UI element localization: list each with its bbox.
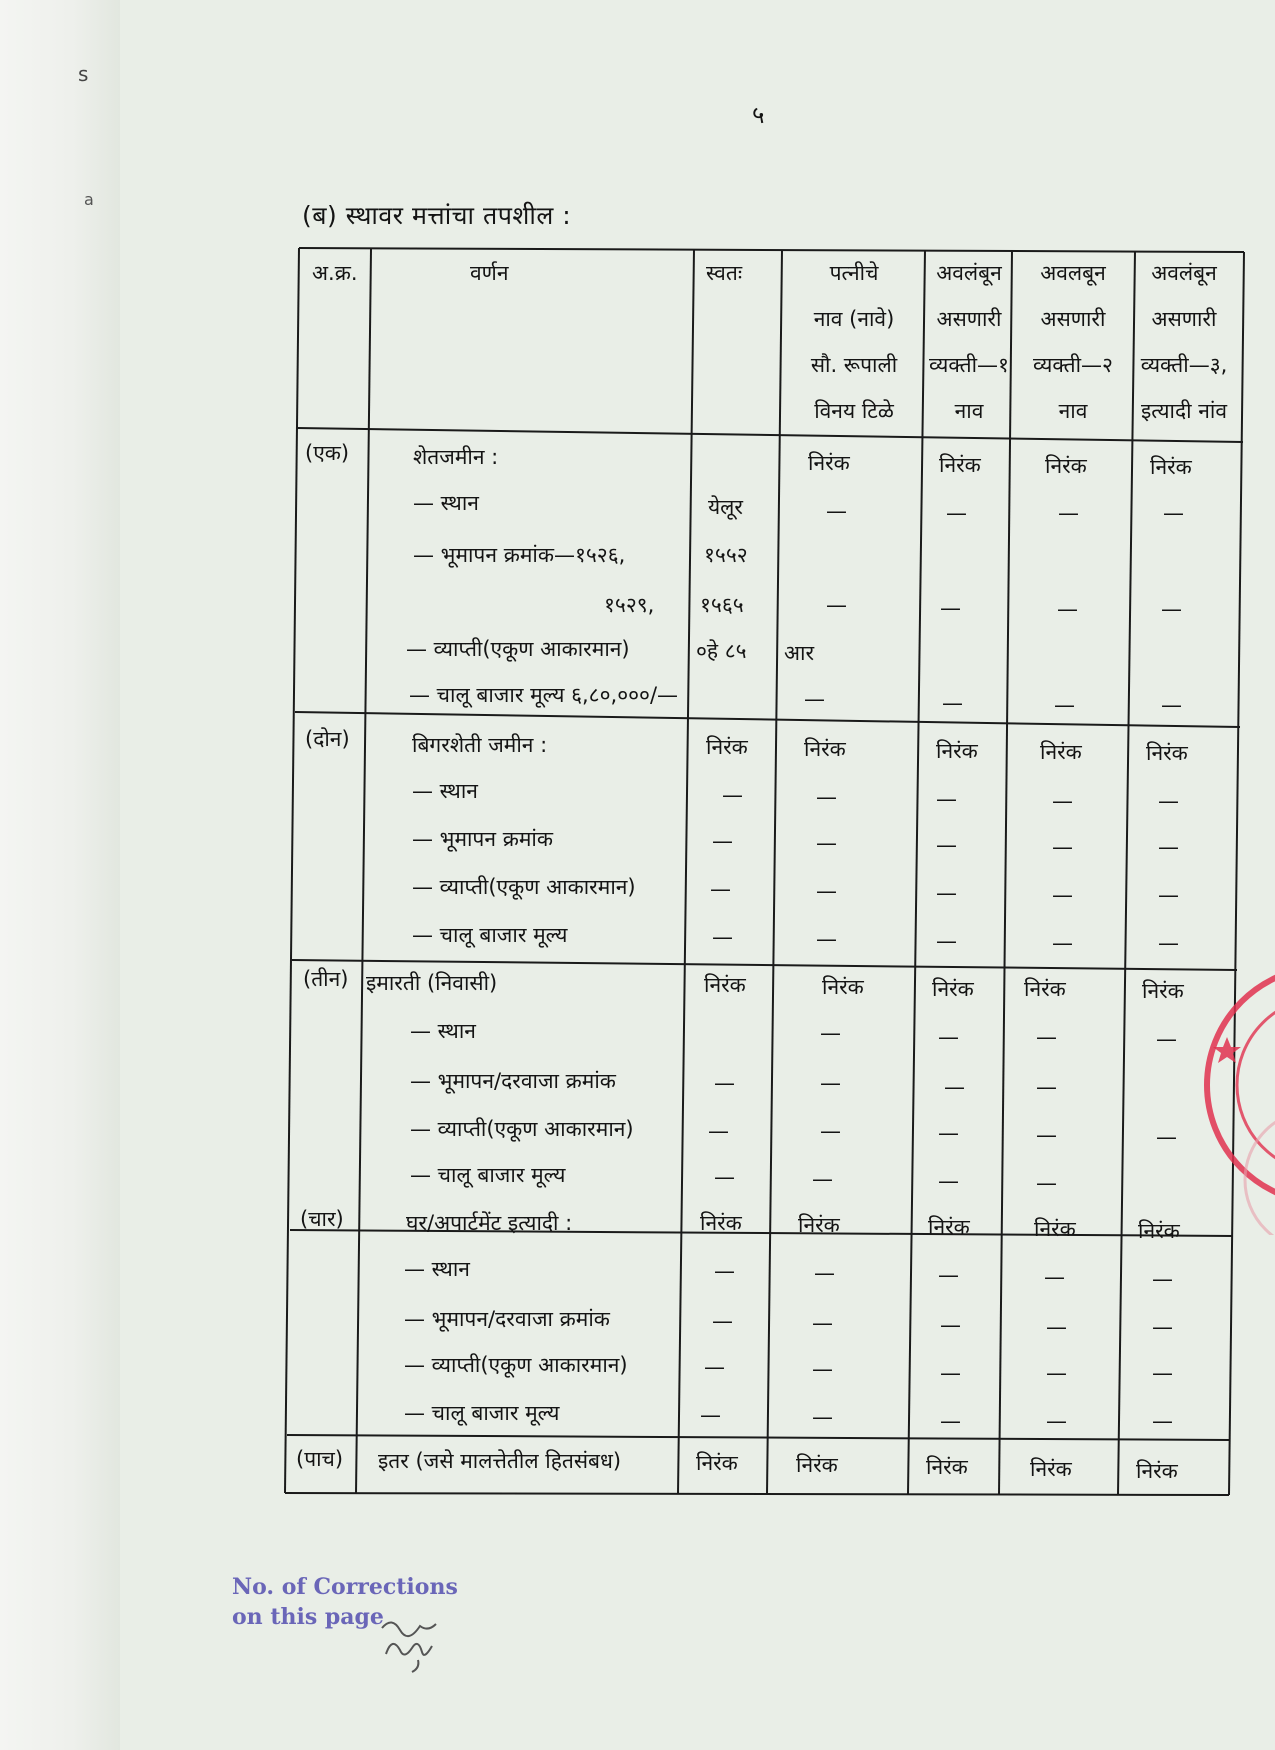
cell-dependent-3: — [1152,1315,1173,1339]
row-description: — स्थान [413,491,479,515]
header-self: स्वतः [706,261,743,285]
cell-spouse: — [816,785,837,809]
row-description: — चालू बाजार मूल्य ६,८०,०००/— [409,683,679,707]
cell-self: — [714,1259,735,1283]
cell-dependent-1: — [936,881,957,905]
cell-spouse: — [826,593,847,617]
cell-self: निरंक [706,735,748,759]
cell-spouse: निरंक [796,1453,838,1477]
row-description: — व्याप्ती(एकूण आकारमान) [410,1117,634,1141]
cell-dependent-3: — [1161,693,1182,717]
cell-spouse: — [820,1071,841,1095]
cell-self: — [700,1403,721,1427]
official-stamp [1195,965,1275,1235]
cell-self: निरंक [700,1211,742,1235]
cell-dependent-3: — [1152,1267,1173,1291]
cell-dependent-3: — [1161,597,1182,621]
row-description: — स्थान [410,1019,476,1043]
row-description: — व्याप्ती(एकूण आकारमान) [404,1353,628,1377]
row-description: शेतजमीन : [413,445,499,469]
cell-spouse: — [820,1119,841,1143]
cell-dependent-2: — [1054,693,1075,717]
cell-dependent-2: — [1036,1075,1057,1099]
cell-self: — [704,1355,725,1379]
cell-dependent-1: — [942,691,963,715]
cell-dependent-3: निरंक [1142,979,1184,1003]
row-description: घर/अपार्टमेंट इत्यादी : [406,1211,573,1235]
cell-self: — [722,783,743,807]
cell-spouse: — [812,1167,833,1191]
cell-dependent-3: — [1158,789,1179,813]
row-description: — स्थान [404,1257,470,1281]
section-title: (ब) स्थावर मत्तांचा तपशील : [302,201,572,230]
cell-dependent-2: — [1044,1265,1065,1289]
section-number: (दोन) [305,727,350,751]
cell-dependent-1: निरंक [932,977,974,1001]
row-description: — स्थान [412,779,478,803]
cell-dependent-3: — [1152,1409,1173,1433]
cell-dependent-1: — [938,1121,959,1145]
cell-self: — [714,1165,735,1189]
cell-spouse: — [816,879,837,903]
cell-dependent-2: — [1046,1409,1067,1433]
cell-self: — [712,1309,733,1333]
cell-spouse: — [812,1311,833,1335]
cell-dependent-2: निरंक [1034,1217,1076,1241]
cell-dependent-1: — [938,1025,959,1049]
cell-dependent-2: — [1052,835,1073,859]
cell-dependent-3: — [1158,835,1179,859]
cell-dependent-3: — [1156,1125,1177,1149]
cell-spouse: — [816,831,837,855]
cell-dependent-1: — [940,1361,961,1385]
cell-spouse: निरंक [804,737,846,761]
row-description: — व्याप्ती(एकूण आकारमान) [406,637,630,661]
cell-dependent-2: — [1036,1025,1057,1049]
cell-dependent-3: — [1163,501,1184,525]
cell-dependent-1: — [936,929,957,953]
cell-dependent-2: — [1057,597,1078,621]
cell-dependent-3: — [1156,1027,1177,1051]
cell-dependent-3: — [1158,883,1179,907]
corrections-line-2: on this page [232,1604,384,1630]
cell-dependent-2: — [1046,1315,1067,1339]
corrections-line-1: No. of Corrections [232,1574,458,1600]
cell-dependent-3: निरंक [1146,741,1188,765]
cell-spouse: — [804,687,825,711]
cell-spouse: निरंक [822,975,864,999]
header-dependent-3: अवलंबून असणारी व्यक्ती—३, इत्यादी नांव [1140,261,1228,423]
left-page-edge [0,0,120,1750]
header-spouse: पत्नीचे नाव (नावे) सौ. रूपाली विनय टिळे [810,261,898,423]
cell-dependent-3: — [1158,931,1179,955]
cell-dependent-1: — [940,1313,961,1337]
header-sr: अ.क्र. [312,261,358,285]
header-dependent-1: अवलंबून असणारी व्यक्ती—१ नाव [929,261,1009,423]
cell-dependent-1: — [938,1263,959,1287]
cell-dependent-1: — [936,833,957,857]
cell-dependent-3: — [1152,1361,1173,1385]
cell-self: ०हे ८५ [696,639,747,663]
cell-self: १५६५ [700,593,744,617]
cell-spouse: — [814,1261,835,1285]
edge-mark: a [84,190,94,209]
cell-dependent-2: निरंक [1024,977,1066,1001]
row-description: — भूमापन/दरवाजा क्रमांक [410,1069,616,1093]
cell-dependent-2: — [1052,789,1073,813]
cell-dependent-3: निरंक [1136,1459,1178,1483]
header-description: वर्णन [470,261,509,285]
cell-dependent-2: — [1052,931,1073,955]
cell-spouse: — [812,1357,833,1381]
row-description: — चालू बाजार मूल्य [412,923,568,947]
cell-dependent-1: निरंक [939,453,981,477]
cell-dependent-2: निरंक [1045,454,1087,478]
row-description: — व्याप्ती(एकूण आकारमान) [412,875,636,899]
page-number: ५ [752,101,765,129]
cell-self: निरंक [704,973,746,997]
section-number: (एक) [305,441,350,465]
cell-dependent-2: निरंक [1040,740,1082,764]
cell-dependent-3: निरंक [1150,455,1192,479]
row-description: — भूमापन क्रमांक—१५२६, [413,543,626,567]
cell-dependent-1: — [936,787,957,811]
row-description: — भूमापन क्रमांक [412,827,553,851]
handwritten-initials [378,1608,458,1678]
cell-dependent-1: निरंक [936,739,978,763]
cell-spouse: निरंक [798,1213,840,1237]
cell-self: निरंक [696,1451,738,1475]
cell-dependent-1: निरंक [928,1215,970,1239]
cell-dependent-1: — [940,596,961,620]
cell-self: येलूर [708,495,744,519]
cell-self: — [708,1119,729,1143]
cell-dependent-2: — [1058,501,1079,525]
cell-spouse: आर [784,641,815,665]
cell-self: — [712,829,733,853]
cell-self: — [712,925,733,949]
cell-dependent-2: — [1036,1171,1057,1195]
cell-dependent-1: — [946,501,967,525]
cell-self: १५५२ [704,543,748,567]
cell-dependent-3: निरंक [1138,1219,1180,1243]
cell-dependent-2: — [1036,1123,1057,1147]
cell-dependent-1: — [938,1169,959,1193]
cell-dependent-1: — [944,1075,965,1099]
cell-spouse: निरंक [808,451,850,475]
cell-dependent-2: — [1046,1361,1067,1385]
section-number: (पाच) [296,1447,344,1471]
section-number: (तीन) [303,967,349,991]
cell-spouse: — [812,1405,833,1429]
edge-mark: s [78,62,89,86]
cell-self: — [714,1071,735,1095]
cell-self: — [710,877,731,901]
row-description: बिगरशेती जमीन : [412,733,548,757]
cell-dependent-2: — [1052,883,1073,907]
row-description: १५२९, [604,593,655,617]
row-description: — चालू बाजार मूल्य [410,1163,566,1187]
cell-dependent-1: निरंक [926,1455,968,1479]
cell-spouse: — [826,499,847,523]
cell-dependent-1: — [940,1409,961,1433]
row-description: — चालू बाजार मूल्य [404,1401,560,1425]
row-description: इमारती (निवासी) [366,971,498,995]
cell-dependent-2: निरंक [1030,1457,1072,1481]
header-dependent-2: अवलबून असणारी व्यक्ती—२ नाव [1033,261,1113,423]
cell-spouse: — [816,927,837,951]
cell-spouse: — [820,1021,841,1045]
row-description: — भूमापन/दरवाजा क्रमांक [404,1307,610,1331]
row-description: इतर (जसे मालत्तेतील हितसंबध) [378,1449,622,1473]
section-number: (चार) [300,1207,344,1231]
